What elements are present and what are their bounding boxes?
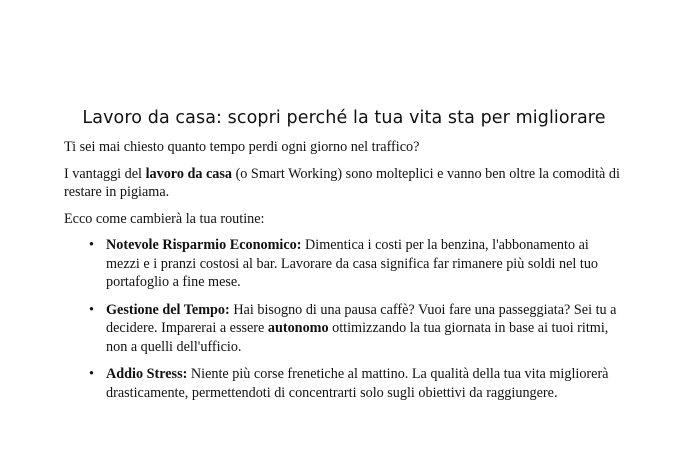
benefit-heading: Addio Stress:: [106, 366, 188, 382]
advantages-text-before: I vantaggi del: [64, 165, 146, 182]
benefit-heading: Gestione del Tempo:: [106, 301, 230, 318]
list-item-stress: [64, 365, 624, 402]
advantages-bold: lavoro da casa: [145, 165, 233, 182]
benefit-text-before: Hai bisogno di una pausa caffè? Vuoi fare una passeggiata? Sei tu a decidere. Imparerai a essere: [106, 301, 617, 336]
bullet-icon: •: [89, 366, 94, 382]
list-item-savings: [64, 236, 624, 292]
benefit-text: Niente più corse frenetiche al mattino. La qualità della tua vita migliorerà drasticamente, permettendoti di concentrarti solo sugli obiettivi da raggiungere.: [106, 366, 609, 401]
list-item-time: [64, 301, 624, 357]
document-page: [64, 108, 624, 411]
benefits-list: [64, 236, 624, 402]
intro-paragraph: [64, 138, 624, 157]
routine-paragraph: [64, 210, 624, 229]
benefit-bold: autonomo: [267, 320, 329, 336]
page-title: Lavoro da casa: scopri perché la tua vita sta per migliorare: [82, 108, 606, 128]
advantages-text-after: (o Smart Working) sono molteplici e vanno ben oltre la comodità di restare in pigiama.: [64, 165, 620, 200]
benefit-text: Dimentica i costi per la benzina, l'abbonamento ai mezzi e i pranzi costosi al bar. Lavorare da casa significa far rimanere più soldi nel tuo portafoglio a fine mese.: [106, 237, 599, 290]
bullet-icon: •: [89, 301, 94, 318]
benefit-heading: Notevole Risparmio Economico:: [106, 237, 302, 253]
bullet-icon: •: [89, 237, 94, 253]
routine-text: Ecco come cambierà la tua routine:: [64, 210, 265, 227]
advantages-paragraph: [64, 165, 624, 202]
intro-text: Ti sei mai chiesto quanto tempo perdi ogni giorno nel traffico?: [64, 139, 420, 155]
benefit-text-after: ottimizzando la tua giornata in base ai tuoi ritmi, non a quelli dell'ufficio.: [106, 320, 609, 355]
